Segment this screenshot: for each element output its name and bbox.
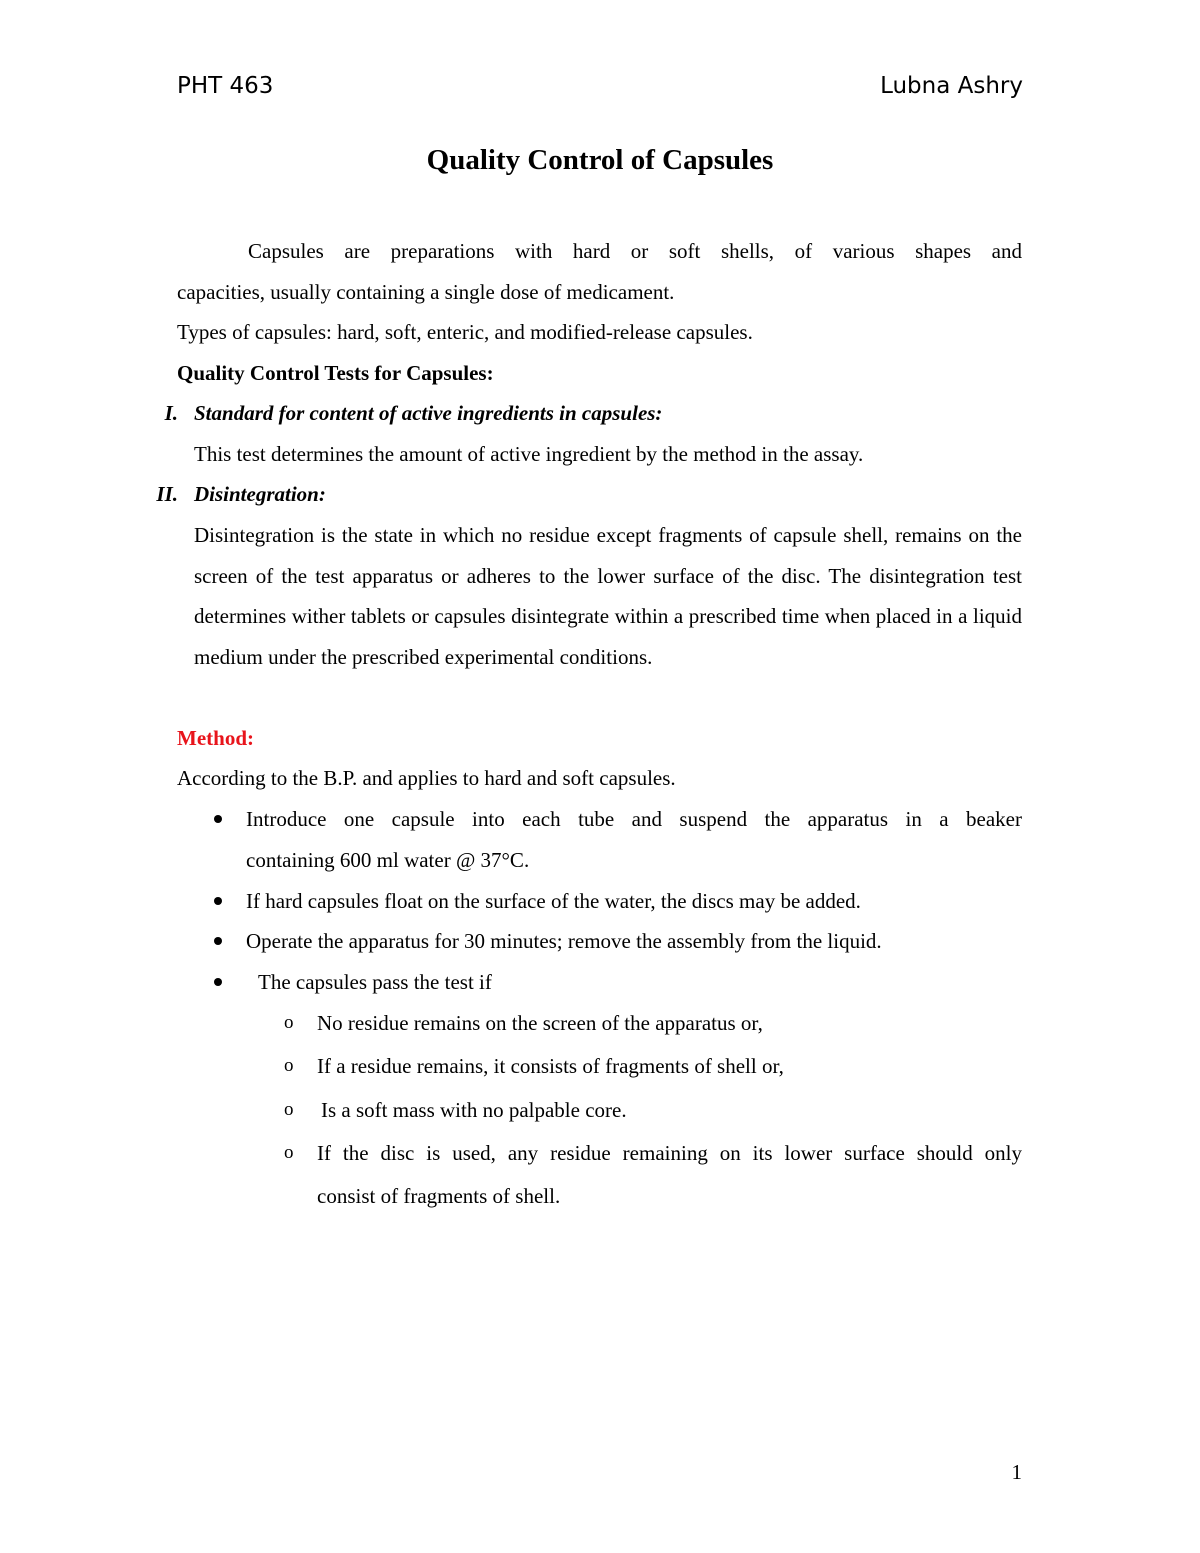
page-number: 1 bbox=[1011, 1460, 1022, 1484]
section-1-heading: Standard for content of active ingredients in capsules: bbox=[194, 401, 663, 425]
bullet-item-4: The capsules pass the test if bbox=[258, 970, 492, 994]
sub-bullet-circle-icon: o bbox=[284, 1142, 294, 1163]
section-2-heading: Disintegration: bbox=[194, 482, 326, 506]
section-2-numeral: II. bbox=[156, 482, 178, 506]
bullet-item-1: Introduce one capsule into each tube and suspend the apparatus in a beaker bbox=[246, 807, 1022, 831]
sub-item-4: If the disc is used, any residue remaining on its lower surface should only bbox=[317, 1141, 1022, 1165]
bullet-item-3: Operate the apparatus for 30 minutes; remove the assembly from the liquid. bbox=[246, 929, 882, 953]
header-course-code: PHT 463 bbox=[177, 73, 274, 99]
bullet-dot-icon bbox=[214, 815, 222, 823]
sub-bullet-circle-icon: o bbox=[284, 1012, 294, 1033]
section-1-numeral: I. bbox=[164, 401, 178, 425]
bullet-dot-icon bbox=[214, 937, 222, 945]
page-title: Quality Control of Capsules bbox=[426, 144, 774, 176]
bullet-dot-icon bbox=[214, 897, 222, 905]
bullet-item-2: If hard capsules float on the surface of the water, the discs may be added. bbox=[246, 889, 861, 913]
sub-item-2: If a residue remains, it consists of fragments of shell or, bbox=[317, 1054, 784, 1078]
method-intro: According to the B.P. and applies to hard and soft capsules. bbox=[177, 766, 676, 790]
intro-line-2: capacities, usually containing a single dose of medicament. bbox=[177, 280, 675, 304]
sub-item-3: Is a soft mass with no palpable core. bbox=[321, 1098, 627, 1122]
bullet-item-1-continued: containing 600 ml water @ 37°C. bbox=[246, 848, 530, 872]
sub-bullet-circle-icon: o bbox=[284, 1099, 294, 1120]
tests-heading: Quality Control Tests for Capsules: bbox=[177, 361, 494, 385]
intro-line-1: Capsules are preparations with hard or soft shells, of various shapes and bbox=[248, 239, 1022, 263]
section-1-body: This test determines the amount of active ingredient by the method in the assay. bbox=[194, 442, 864, 466]
types-of-capsules: Types of capsules: hard, soft, enteric, and modified-release capsules. bbox=[177, 320, 753, 344]
bullet-dot-icon bbox=[214, 978, 222, 986]
method-heading: Method: bbox=[177, 726, 254, 750]
sub-bullet-circle-icon: o bbox=[284, 1055, 294, 1076]
sub-item-4-continued: consist of fragments of shell. bbox=[317, 1184, 561, 1208]
sub-item-1: No residue remains on the screen of the apparatus or, bbox=[317, 1011, 763, 1035]
header-author: Lubna Ashry bbox=[880, 73, 1023, 99]
section-2-body: Disintegration is the state in which no residue except fragments of capsule shell, remains on the screen of the test apparatus or adheres to the lower surface of the disc. The disintegration test determines wither tablets or capsules disintegrate within a prescribed time when placed in a liquid medium under the prescribed experimental conditions. bbox=[194, 523, 1022, 669]
